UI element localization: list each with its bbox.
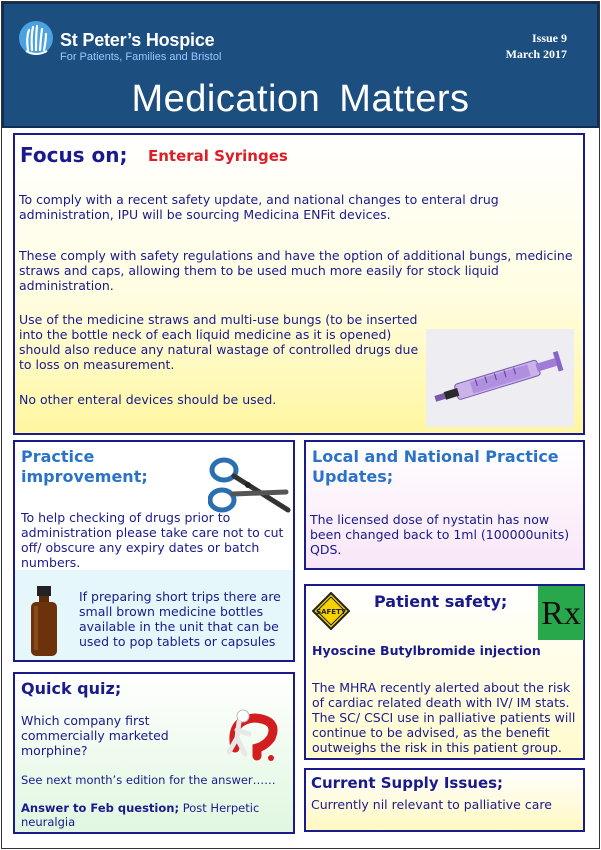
practice-title-text: Practice improvement; xyxy=(21,447,148,486)
issue-number: Issue 9 xyxy=(531,31,567,45)
quick-quiz-section xyxy=(13,672,295,834)
safety-paragraph-1: The MHRA recently alerted about the risk of cardiac related death with IV/ IM stats. The SC/ CSCI use in palliative patients will continue to be advised, as the benefit outweighs the risk in this patient group. xyxy=(312,680,576,755)
issue-date: March 2017 xyxy=(505,47,567,61)
focus-section xyxy=(13,133,585,435)
patient-safety-section xyxy=(304,584,585,760)
quiz-answer-text: Post Herpetic neuralgia xyxy=(21,801,260,829)
practice-paragraph-2: If preparing short trips there are small brown medicine bottles available in the unit that can be used to pop tablets or capsules xyxy=(79,589,281,649)
newsletter-title: Medication Matters xyxy=(131,78,470,120)
syringe-icon xyxy=(426,329,574,427)
practice-improvement-section xyxy=(13,440,295,662)
org-name: St Peter’s Hospice xyxy=(60,30,215,50)
safety-title: Patient safety; xyxy=(374,592,508,611)
local-national-updates-section xyxy=(304,440,585,570)
issue-info xyxy=(506,30,567,62)
current-supply-section xyxy=(304,768,585,832)
quiz-title: Quick quiz; xyxy=(21,679,122,698)
practice-title xyxy=(21,447,191,487)
practice-paragraph-1: To help checking of drugs prior to administration please take care not to cut off/ obscure any expiry dates or batch numbers. xyxy=(21,510,284,570)
focus-title: Focus on; xyxy=(20,143,128,167)
quiz-answer xyxy=(21,801,281,829)
quiz-question: Which company first commercially marketed morphine? xyxy=(21,713,169,758)
quiz-answer-label: Answer to Feb question; xyxy=(21,801,180,815)
supply-title: Current Supply Issues; xyxy=(311,774,504,792)
focus-paragraph-3: Use of the medicine straws and multi-use bungs (to be inserted into the bottle neck of each liquid medicine as it is opened) should also reduce any natural wastage of controlled drugs due to loss on measurement. xyxy=(19,312,419,372)
focus-paragraph-4: No other enteral devices should be used. xyxy=(19,392,277,407)
focus-paragraph-2: These comply with safety regulations and have the option of additional bungs, medicine straws and caps, allowing them to be used much more easily for stock liquid administration. xyxy=(19,248,573,293)
safety-sign-icon xyxy=(312,592,350,630)
rx-text: Rx xyxy=(541,595,581,632)
focus-subtitle: Enteral Syringes xyxy=(148,147,288,165)
local-paragraph-1: The licensed dose of nystatin has now been changed back to 1ml (100000units) QDS. xyxy=(310,512,570,557)
supply-paragraph-1: Currently nil relevant to palliative care xyxy=(311,797,552,812)
medicine-bottle-icon xyxy=(29,586,59,656)
rx-icon xyxy=(538,586,584,640)
quiz-note: See next month’s edition for the answer…… xyxy=(21,773,276,787)
local-title: Local and National Practice Updates; xyxy=(312,447,559,486)
safety-subtitle: Hyoscine Butylbromide injection xyxy=(312,643,541,658)
newsletter-header xyxy=(2,2,599,128)
org-subtitle: For Patients, Families and Bristol xyxy=(60,51,222,63)
focus-paragraph-1: To comply with a recent safety update, and national changes to enteral drug administration, IPU will be sourcing Medicina ENFit devices. xyxy=(19,192,499,222)
question-mark-figure-icon xyxy=(221,708,287,762)
safety-sign-text: SAFETY xyxy=(316,608,346,616)
hand-flower-logo-icon xyxy=(18,20,54,60)
